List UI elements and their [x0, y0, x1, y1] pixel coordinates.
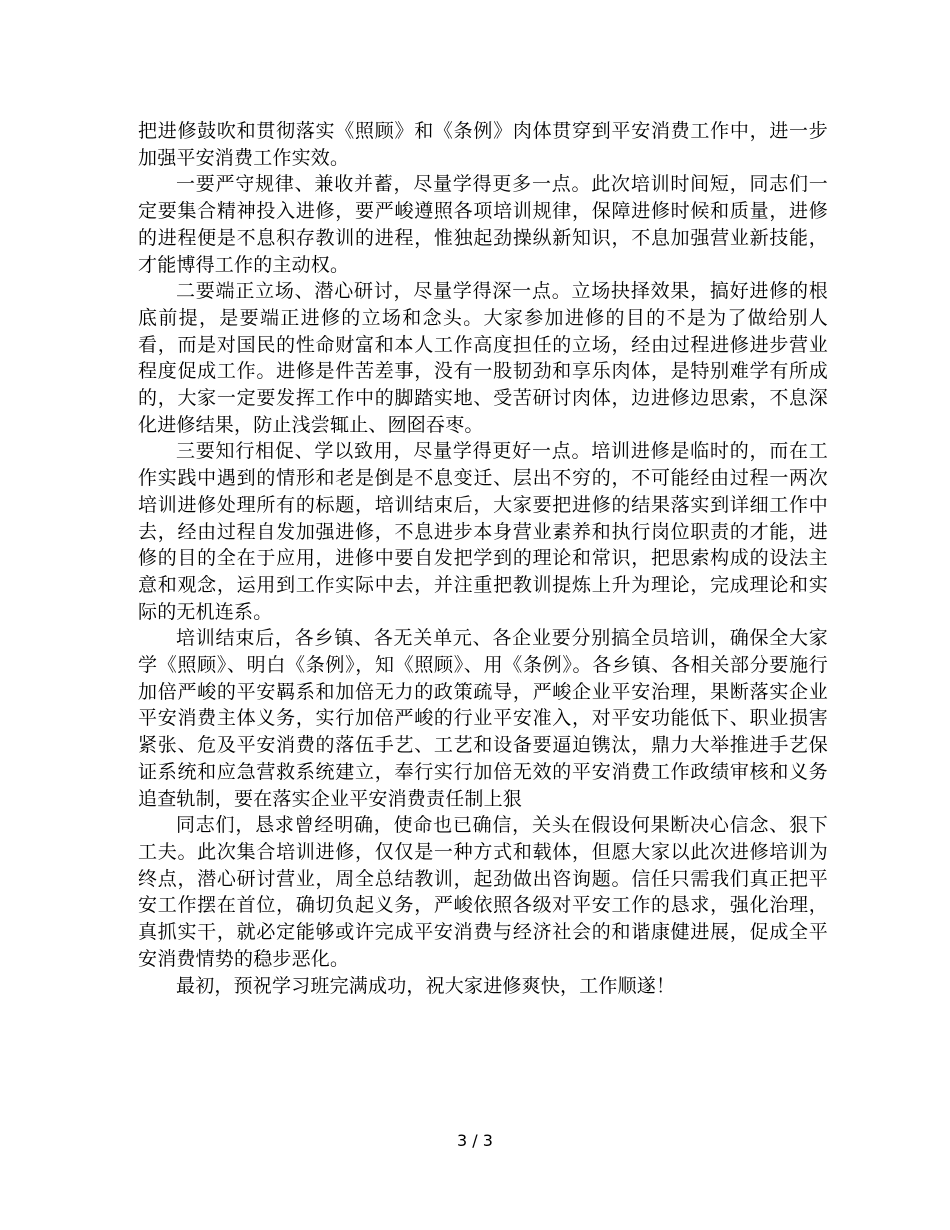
document-body: [138, 118, 828, 999]
paragraph-point-two: 二要端正立场、潜心研讨，尽量学得深一点。立场抉择效果，搞好进修的根底前提，是要端正进修的立场和念头。大家参加进修的目的不是为了做给别人看，而是对国民的性命财富和本人工作高度担任的立场，经由过程进修进步营业程度促成工作。进修是件苦差事，没有一股韧劲和享乐肉体，是特别难学有所成的，大家一定要发挥工作中的脚踏实地、受苦研讨肉体，边进修边思索，不息深化进修结果，防止浅尝辄止、囫囵吞枣。: [138, 280, 828, 436]
paragraph-closing: 最初，预祝学习班完满成功，祝大家进修爽快，工作顺遂！: [176, 974, 676, 997]
paragraph-continuation: 把进修鼓吹和贯彻落实《照顾》和《条例》肉体贯穿到平安消费工作中，进一步加强平安消费工作实效。: [138, 120, 828, 169]
paragraph-point-one: 一要严守规律、兼收并蓄，尽量学得更多一点。此次培训时间短，同志们一定要集合精神投入进修，要严峻遵照各项培训规律，保障进修时候和质量，进修的进程便是不息积存教训的进程，惟独起劲操纵新知识，不息加强营业新技能，才能博得工作的主动权。: [138, 173, 828, 276]
page-number: 3 / 3: [457, 1131, 493, 1150]
paragraph-comrades: 同志们，恳求曾经明确，使命也已确信，关头在假设何果断决心信念、狠下工夫。此次集合培训进修，仅仅是一种方式和载体，但愿大家以此次进修培训为终点，潜心研讨营业，周全总结教训，起劲做出咨询题。信任只需我们真正把平安工作摆在首位，确切负起义务，严峻依照各级对平安工作的恳求，强化治理，真抓实干，就必定能够或许完成平安消费与经济社会的和谐康健进展，促成全平安消费情势的稳步恶化。: [138, 814, 828, 970]
paragraph-point-three: 三要知行相促、学以致用，尽量学得更好一点。培训进修是临时的，而在工作实践中遇到的情形和老是倒是不息变迁、层出不穷的，不可能经由过程一两次培训进修处理所有的标题，培训结束后，大家要把进修的结果落实到详细工作中去，经由过程自发加强进修，不息进步本身营业素养和执行岗位职责的才能，进修的目的全在于应用，进修中要自发把学到的理论和常识，把思索构成的设法主意和观念，运用到工作实际中去，并注重把教训提炼上升为理论，完成理论和实际的无机连系。: [138, 440, 828, 623]
paragraph-after-training: 培训结束后，各乡镇、各无关单元、各企业要分别搞全员培训，确保全大家学《照顾》、明白《条例》，知《照顾》、用《条例》。各乡镇、各相关部分要施行加倍严峻的平安羁系和加倍无力的政策疏导，严峻企业平安治理，果断落实企业平安消费主体义务，实行加倍严峻的行业平安准入，对平安功能低下、职业损害紧张、危及平安消费的落伍手艺、工艺和设备要逼迫镌汰，鼎力大举推进手艺保证系统和应急营救系统建立，奉行实行加倍无效的平安消费工作政绩审核和义务追查轨制，要在落实企业平安消费责任制上狠: [138, 627, 828, 810]
